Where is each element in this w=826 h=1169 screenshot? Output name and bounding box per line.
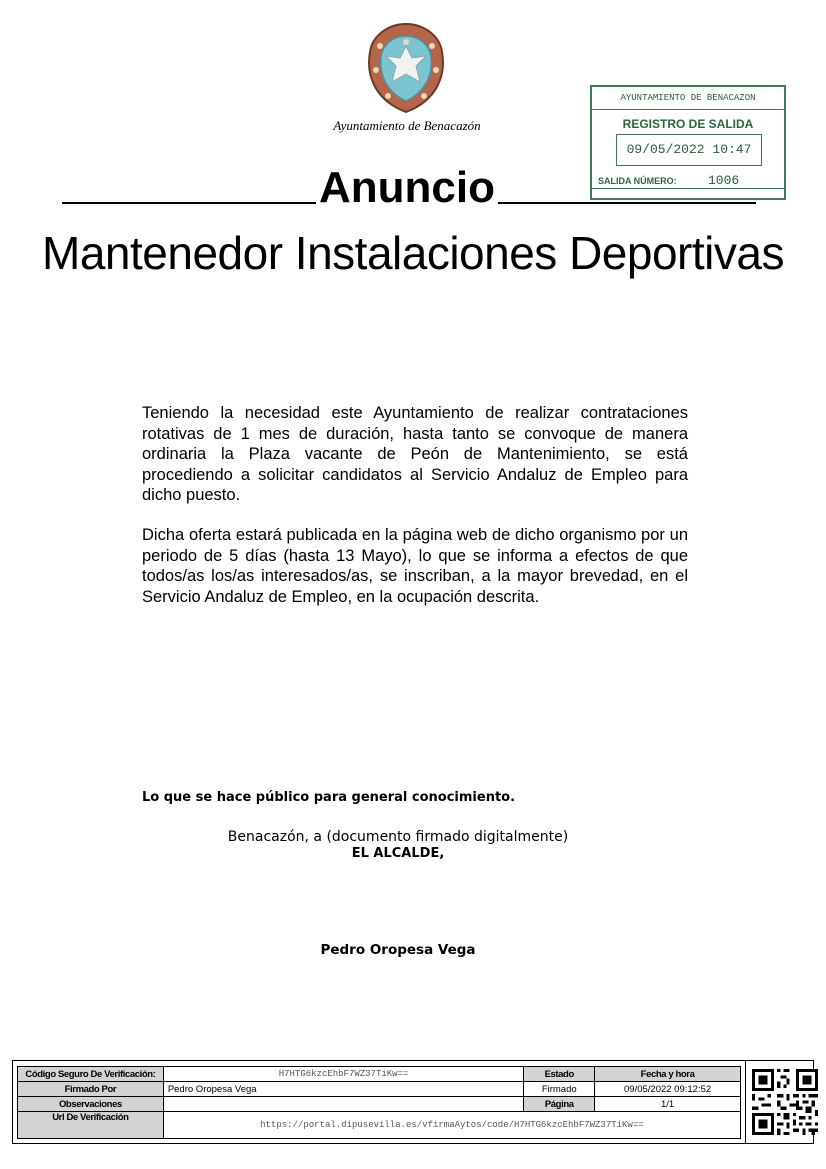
state-label: Estado xyxy=(524,1067,595,1082)
body-paragraph: Dicha oferta estará publicada en la página web de dicho organismo por un periodo de 5 días (hasta 13 Mayo), lo que se informa a efectos de que todos/as los/as interesados/as, se inscriban, a la mayor brevedad, en el Servicio Andaluz de Empleo, en la ocupación descrita. xyxy=(142,526,688,606)
stamp-divider xyxy=(592,109,784,110)
stamp-number: 1006 xyxy=(708,173,740,188)
observations-value xyxy=(163,1097,523,1112)
code-label: Código Seguro De Verificación: xyxy=(18,1067,164,1082)
page-label: Página xyxy=(524,1097,595,1112)
page-subtitle: Mantenedor Instalaciones Deportivas xyxy=(42,227,784,279)
place-date-line: Benacazón, a (documento firmado digitalmente) xyxy=(227,829,569,845)
verification-url[interactable]: https://portal.dipusevilla.es/vfirmaAytos/code/H7HTG6kzcEhbF7WZ37TiKw== xyxy=(163,1112,740,1139)
url-label: Url De Verificación xyxy=(18,1112,164,1139)
stamp-number-label: SALIDA NÚMERO: xyxy=(598,176,677,186)
verification-table xyxy=(17,1066,741,1139)
datetime-label: Fecha y hora xyxy=(595,1067,741,1082)
qr-code-icon[interactable] xyxy=(752,1069,818,1135)
qr-container xyxy=(745,1061,814,1143)
stamp-title: REGISTRO DE SALIDA xyxy=(622,117,754,131)
stamp-datetime: 09/05/2022 10:47 xyxy=(616,134,762,166)
title-rule-right xyxy=(498,202,756,204)
municipality-name: Ayuntamiento de Benacazón xyxy=(333,118,481,133)
verification-code: H7HTG6kzcEhbF7WZ37TiKw== xyxy=(163,1067,523,1082)
signer-name: Pedro Oropesa Vega xyxy=(320,942,476,958)
body-paragraph: Teniendo la necesidad este Ayuntamiento de realizar contrataciones rotativas de 1 mes de duración, hasta tanto se convoque de manera ordinaria la Plaza vacante de Peón de Mantenimiento, se está procediendo a solicitar candidatos al Servicio Andaluz de Empleo para dicho puesto. xyxy=(142,404,688,504)
signer-role: EL ALCALDE, xyxy=(351,846,445,861)
observations-label: Observaciones xyxy=(18,1097,164,1112)
page-value: 1/1 xyxy=(595,1097,741,1112)
verification-box xyxy=(12,1060,814,1144)
title-rule-left xyxy=(62,202,316,204)
registration-stamp xyxy=(590,85,786,200)
closing-statement: Lo que se hace público para general conocimiento. xyxy=(142,790,516,805)
signed-by-label: Firmado Por xyxy=(18,1082,164,1097)
state-value: Firmado xyxy=(524,1082,595,1097)
page-title: Anuncio xyxy=(319,163,495,212)
signed-by-value: Pedro Oropesa Vega xyxy=(163,1082,523,1097)
coat-of-arms-icon xyxy=(366,22,446,114)
stamp-divider xyxy=(592,188,784,189)
stamp-organization: AYUNTAMIENTO DE BENACAZON xyxy=(620,93,756,103)
signed-datetime-value: 09/05/2022 09:12:52 xyxy=(595,1082,741,1097)
